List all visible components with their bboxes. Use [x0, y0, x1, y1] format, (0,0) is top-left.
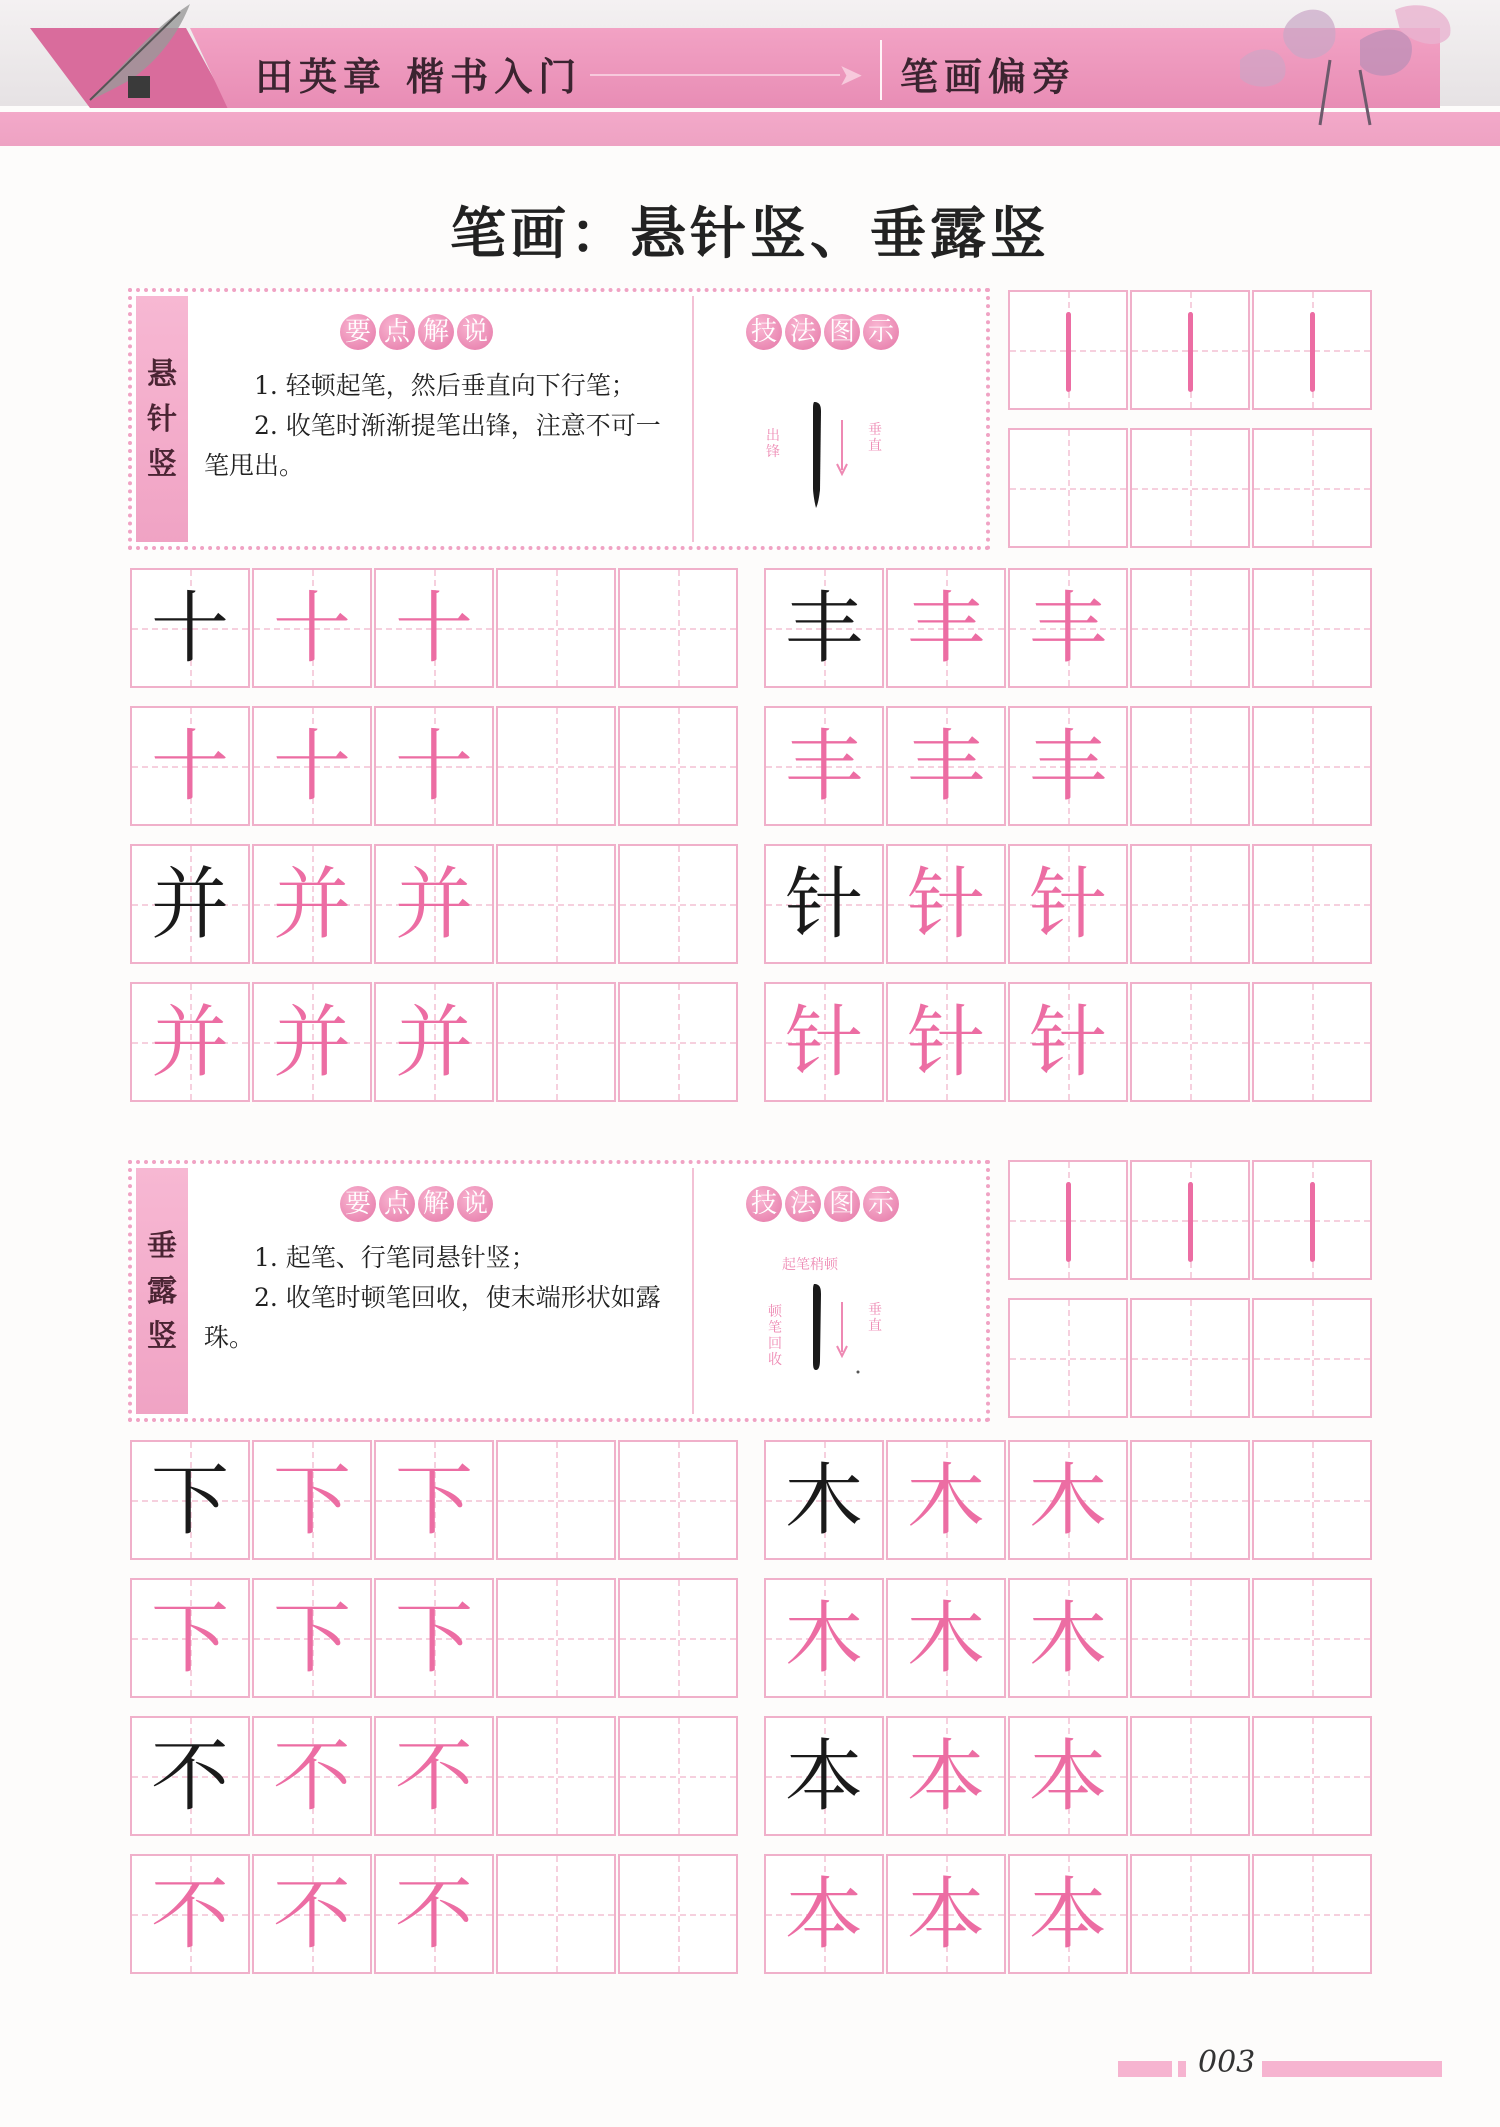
points-text [204, 366, 676, 486]
info-box [128, 288, 990, 550]
practice-cell[interactable] [618, 1854, 738, 1974]
diagram-heading: 技 法 图 示 [746, 1186, 899, 1222]
practice-cell[interactable] [886, 982, 1006, 1102]
practice-cell[interactable] [1130, 1440, 1250, 1560]
practice-character: 本 [906, 1732, 985, 1822]
practice-character: 丰 [784, 584, 863, 674]
diagram-label-left: 顿笔回收 [768, 1304, 782, 1368]
diagram-label-right: 垂直 [868, 422, 882, 454]
practice-cell[interactable] [130, 844, 250, 964]
practice-character: 木 [784, 1456, 863, 1546]
practice-cell[interactable] [1252, 1578, 1372, 1698]
practice-cell[interactable] [130, 1854, 250, 1974]
practice-cell[interactable] [496, 1716, 616, 1836]
stroke-practice-cell[interactable] [1130, 1298, 1250, 1418]
practice-cell[interactable] [130, 1578, 250, 1698]
practice-cell[interactable] [764, 1716, 884, 1836]
info-box [128, 1160, 990, 1422]
practice-cell[interactable] [1008, 568, 1128, 688]
practice-cell[interactable] [252, 1854, 372, 1974]
practice-character: 本 [784, 1732, 863, 1822]
diagram-heading: 技 法 图 示 [746, 314, 899, 350]
practice-cell[interactable] [764, 1854, 884, 1974]
diagram-label-left: 出锋 [766, 428, 780, 460]
practice-cell[interactable] [1252, 706, 1372, 826]
practice-character: 下 [150, 1456, 229, 1546]
practice-character: 十 [272, 722, 351, 812]
practice-cell[interactable] [886, 1440, 1006, 1560]
practice-cell[interactable] [886, 568, 1006, 688]
point-item: 2. 收笔时顿笔回收，使末端形状如露珠。 [204, 1283, 661, 1352]
practice-cell[interactable] [1008, 1716, 1128, 1836]
box-divider [692, 296, 694, 542]
practice-cell[interactable] [764, 1578, 884, 1698]
practice-character: 木 [906, 1594, 985, 1684]
practice-character: 针 [1028, 860, 1107, 950]
practice-character: 不 [394, 1732, 473, 1822]
practice-cell[interactable] [764, 982, 884, 1102]
practice-character: 不 [394, 1870, 473, 1960]
practice-character: 本 [1028, 1870, 1107, 1960]
practice-character: 下 [272, 1456, 351, 1546]
practice-cell[interactable] [374, 568, 494, 688]
practice-cell[interactable] [374, 1578, 494, 1698]
stroke-practice-cell[interactable] [1008, 428, 1128, 548]
practice-character: 并 [150, 998, 229, 1088]
stroke-practice-cell[interactable] [1252, 1298, 1372, 1418]
practice-character: 丰 [784, 722, 863, 812]
practice-character: 下 [394, 1594, 473, 1684]
practice-character: 不 [150, 1870, 229, 1960]
practice-cell[interactable] [496, 1854, 616, 1974]
vertical-stroke-sample [1310, 1182, 1315, 1262]
practice-cell[interactable] [496, 1578, 616, 1698]
practice-cell[interactable] [1252, 844, 1372, 964]
practice-character: 下 [394, 1456, 473, 1546]
practice-cell[interactable] [130, 706, 250, 826]
practice-cell[interactable] [1130, 568, 1250, 688]
stroke-name-panel [136, 1168, 188, 1414]
stroke-practice-cell[interactable] [1252, 290, 1372, 410]
practice-cell[interactable] [1130, 1578, 1250, 1698]
point-item: 1. 轻顿起笔，然后垂直向下行笔； [254, 371, 636, 400]
points-text [204, 1238, 676, 1358]
practice-cell[interactable] [374, 706, 494, 826]
stroke-practice-cell[interactable] [1252, 428, 1372, 548]
practice-cell[interactable] [618, 1578, 738, 1698]
practice-cell[interactable] [1008, 844, 1128, 964]
practice-cell[interactable] [252, 706, 372, 826]
point-item: 2. 收笔时渐渐提笔出锋，注意不可一笔甩出。 [204, 411, 661, 480]
vertical-stroke-sample [1188, 312, 1193, 392]
practice-cell[interactable] [496, 1440, 616, 1560]
points-heading: 要 点 解 说 [340, 1186, 493, 1222]
page-number: 003 [1198, 2045, 1256, 2080]
points-heading: 要 点 解 说 [340, 314, 493, 350]
practice-cell[interactable] [252, 844, 372, 964]
practice-cell[interactable] [1008, 1578, 1128, 1698]
practice-character: 并 [150, 860, 229, 950]
practice-cell[interactable] [496, 706, 616, 826]
stroke-practice-cell[interactable] [1130, 290, 1250, 410]
practice-cell[interactable] [1008, 706, 1128, 826]
practice-character: 本 [1028, 1732, 1107, 1822]
stroke-name: 垂露竖 [147, 1229, 177, 1354]
diagram-label-right: 垂直 [868, 1302, 882, 1334]
practice-cell[interactable] [130, 568, 250, 688]
stroke-practice-cell[interactable] [1008, 290, 1128, 410]
practice-cell[interactable] [886, 1578, 1006, 1698]
stroke-practice-cell[interactable] [1252, 1160, 1372, 1280]
practice-cell[interactable] [618, 982, 738, 1102]
practice-character: 并 [272, 860, 351, 950]
practice-character: 本 [784, 1870, 863, 1960]
practice-character: 十 [394, 584, 473, 674]
vertical-stroke-sample [1066, 312, 1071, 392]
practice-cell[interactable] [374, 844, 494, 964]
practice-character: 木 [1028, 1594, 1107, 1684]
practice-character: 木 [784, 1594, 863, 1684]
practice-cell[interactable] [1252, 568, 1372, 688]
practice-cell[interactable] [252, 1716, 372, 1836]
practice-cell[interactable] [252, 1440, 372, 1560]
vertical-stroke-sample [1188, 1182, 1193, 1262]
practice-character: 丰 [1028, 722, 1107, 812]
practice-cell[interactable] [1130, 982, 1250, 1102]
practice-character: 十 [394, 722, 473, 812]
footer-bar-left [1178, 2061, 1186, 2077]
vertical-stroke-sample [1066, 1182, 1071, 1262]
practice-character: 丰 [906, 584, 985, 674]
practice-cell[interactable] [252, 568, 372, 688]
practice-character: 不 [150, 1732, 229, 1822]
section-name: 笔画偏旁 [900, 54, 1077, 99]
practice-cell[interactable] [618, 568, 738, 688]
practice-character: 十 [272, 584, 351, 674]
practice-cell[interactable] [1252, 1440, 1372, 1560]
practice-character: 十 [150, 722, 229, 812]
practice-cell[interactable] [764, 844, 884, 964]
stroke-diagram [804, 400, 864, 510]
practice-character: 并 [394, 998, 473, 1088]
stroke-practice-cell[interactable] [1008, 1160, 1128, 1280]
practice-character: 下 [272, 1594, 351, 1684]
practice-cell[interactable] [1130, 1716, 1250, 1836]
practice-cell[interactable] [618, 1440, 738, 1560]
practice-cell[interactable] [1008, 1854, 1128, 1974]
practice-cell[interactable] [130, 982, 250, 1102]
practice-character: 下 [150, 1594, 229, 1684]
page-title: 笔画：悬针竖、垂露竖 [450, 202, 1050, 267]
lotus-icon [1220, 0, 1480, 130]
header-divider-line [590, 74, 840, 76]
practice-cell[interactable] [130, 1716, 250, 1836]
practice-character: 木 [906, 1456, 985, 1546]
stroke-practice-cell[interactable] [1130, 428, 1250, 548]
practice-character: 针 [906, 860, 985, 950]
practice-cell[interactable] [764, 706, 884, 826]
practice-character: 本 [906, 1870, 985, 1960]
practice-character: 针 [784, 860, 863, 950]
practice-cell[interactable] [618, 706, 738, 826]
diagram-label-top: 起笔稍顿 [782, 1257, 838, 1273]
practice-cell[interactable] [618, 1716, 738, 1836]
practice-cell[interactable] [374, 1854, 494, 1974]
practice-cell[interactable] [496, 568, 616, 688]
practice-cell[interactable] [1252, 1854, 1372, 1974]
footer-bar-left [1118, 2061, 1172, 2077]
stroke-practice-cell[interactable] [1008, 1298, 1128, 1418]
stroke-diagram [813, 1284, 821, 1370]
practice-cell[interactable] [1008, 1440, 1128, 1560]
practice-cell[interactable] [252, 1578, 372, 1698]
practice-cell[interactable] [374, 1440, 494, 1560]
practice-cell[interactable] [1252, 1716, 1372, 1836]
practice-cell[interactable] [886, 1854, 1006, 1974]
box-divider [692, 1168, 694, 1414]
practice-cell[interactable] [886, 1716, 1006, 1836]
practice-cell[interactable] [764, 1440, 884, 1560]
practice-cell[interactable] [618, 844, 738, 964]
practice-character: 不 [272, 1870, 351, 1960]
practice-character: 丰 [1028, 584, 1107, 674]
practice-cell[interactable] [886, 706, 1006, 826]
point-item: 1. 起笔、行笔同悬针竖； [254, 1243, 536, 1272]
practice-cell[interactable] [374, 982, 494, 1102]
stroke-name-panel [136, 296, 188, 542]
practice-character: 针 [784, 998, 863, 1088]
practice-cell[interactable] [1252, 982, 1372, 1102]
practice-character: 不 [272, 1732, 351, 1822]
header-divider [880, 40, 882, 100]
book-title: 田英章 楷书入门 [255, 54, 583, 99]
quill-icon [70, 0, 200, 106]
practice-cell[interactable] [1130, 844, 1250, 964]
practice-character: 针 [1028, 998, 1107, 1088]
practice-character: 木 [1028, 1456, 1107, 1546]
stroke-practice-cell[interactable] [1130, 1160, 1250, 1280]
arrow-right-icon: ➤ [838, 58, 864, 93]
practice-character: 并 [394, 860, 473, 950]
practice-cell[interactable] [1130, 1854, 1250, 1974]
practice-cell[interactable] [764, 568, 884, 688]
practice-cell[interactable] [252, 982, 372, 1102]
practice-character: 十 [150, 584, 229, 674]
practice-cell[interactable] [496, 844, 616, 964]
practice-cell[interactable] [374, 1716, 494, 1836]
vertical-stroke-sample [1310, 312, 1315, 392]
practice-cell[interactable] [886, 844, 1006, 964]
practice-cell[interactable] [1008, 982, 1128, 1102]
stroke-name: 悬针竖 [147, 357, 177, 482]
practice-cell[interactable] [496, 982, 616, 1102]
practice-character: 针 [906, 998, 985, 1088]
practice-character: 并 [272, 998, 351, 1088]
practice-cell[interactable] [1130, 706, 1250, 826]
practice-character: 丰 [906, 722, 985, 812]
footer-bar-right [1262, 2061, 1442, 2077]
practice-cell[interactable] [130, 1440, 250, 1560]
